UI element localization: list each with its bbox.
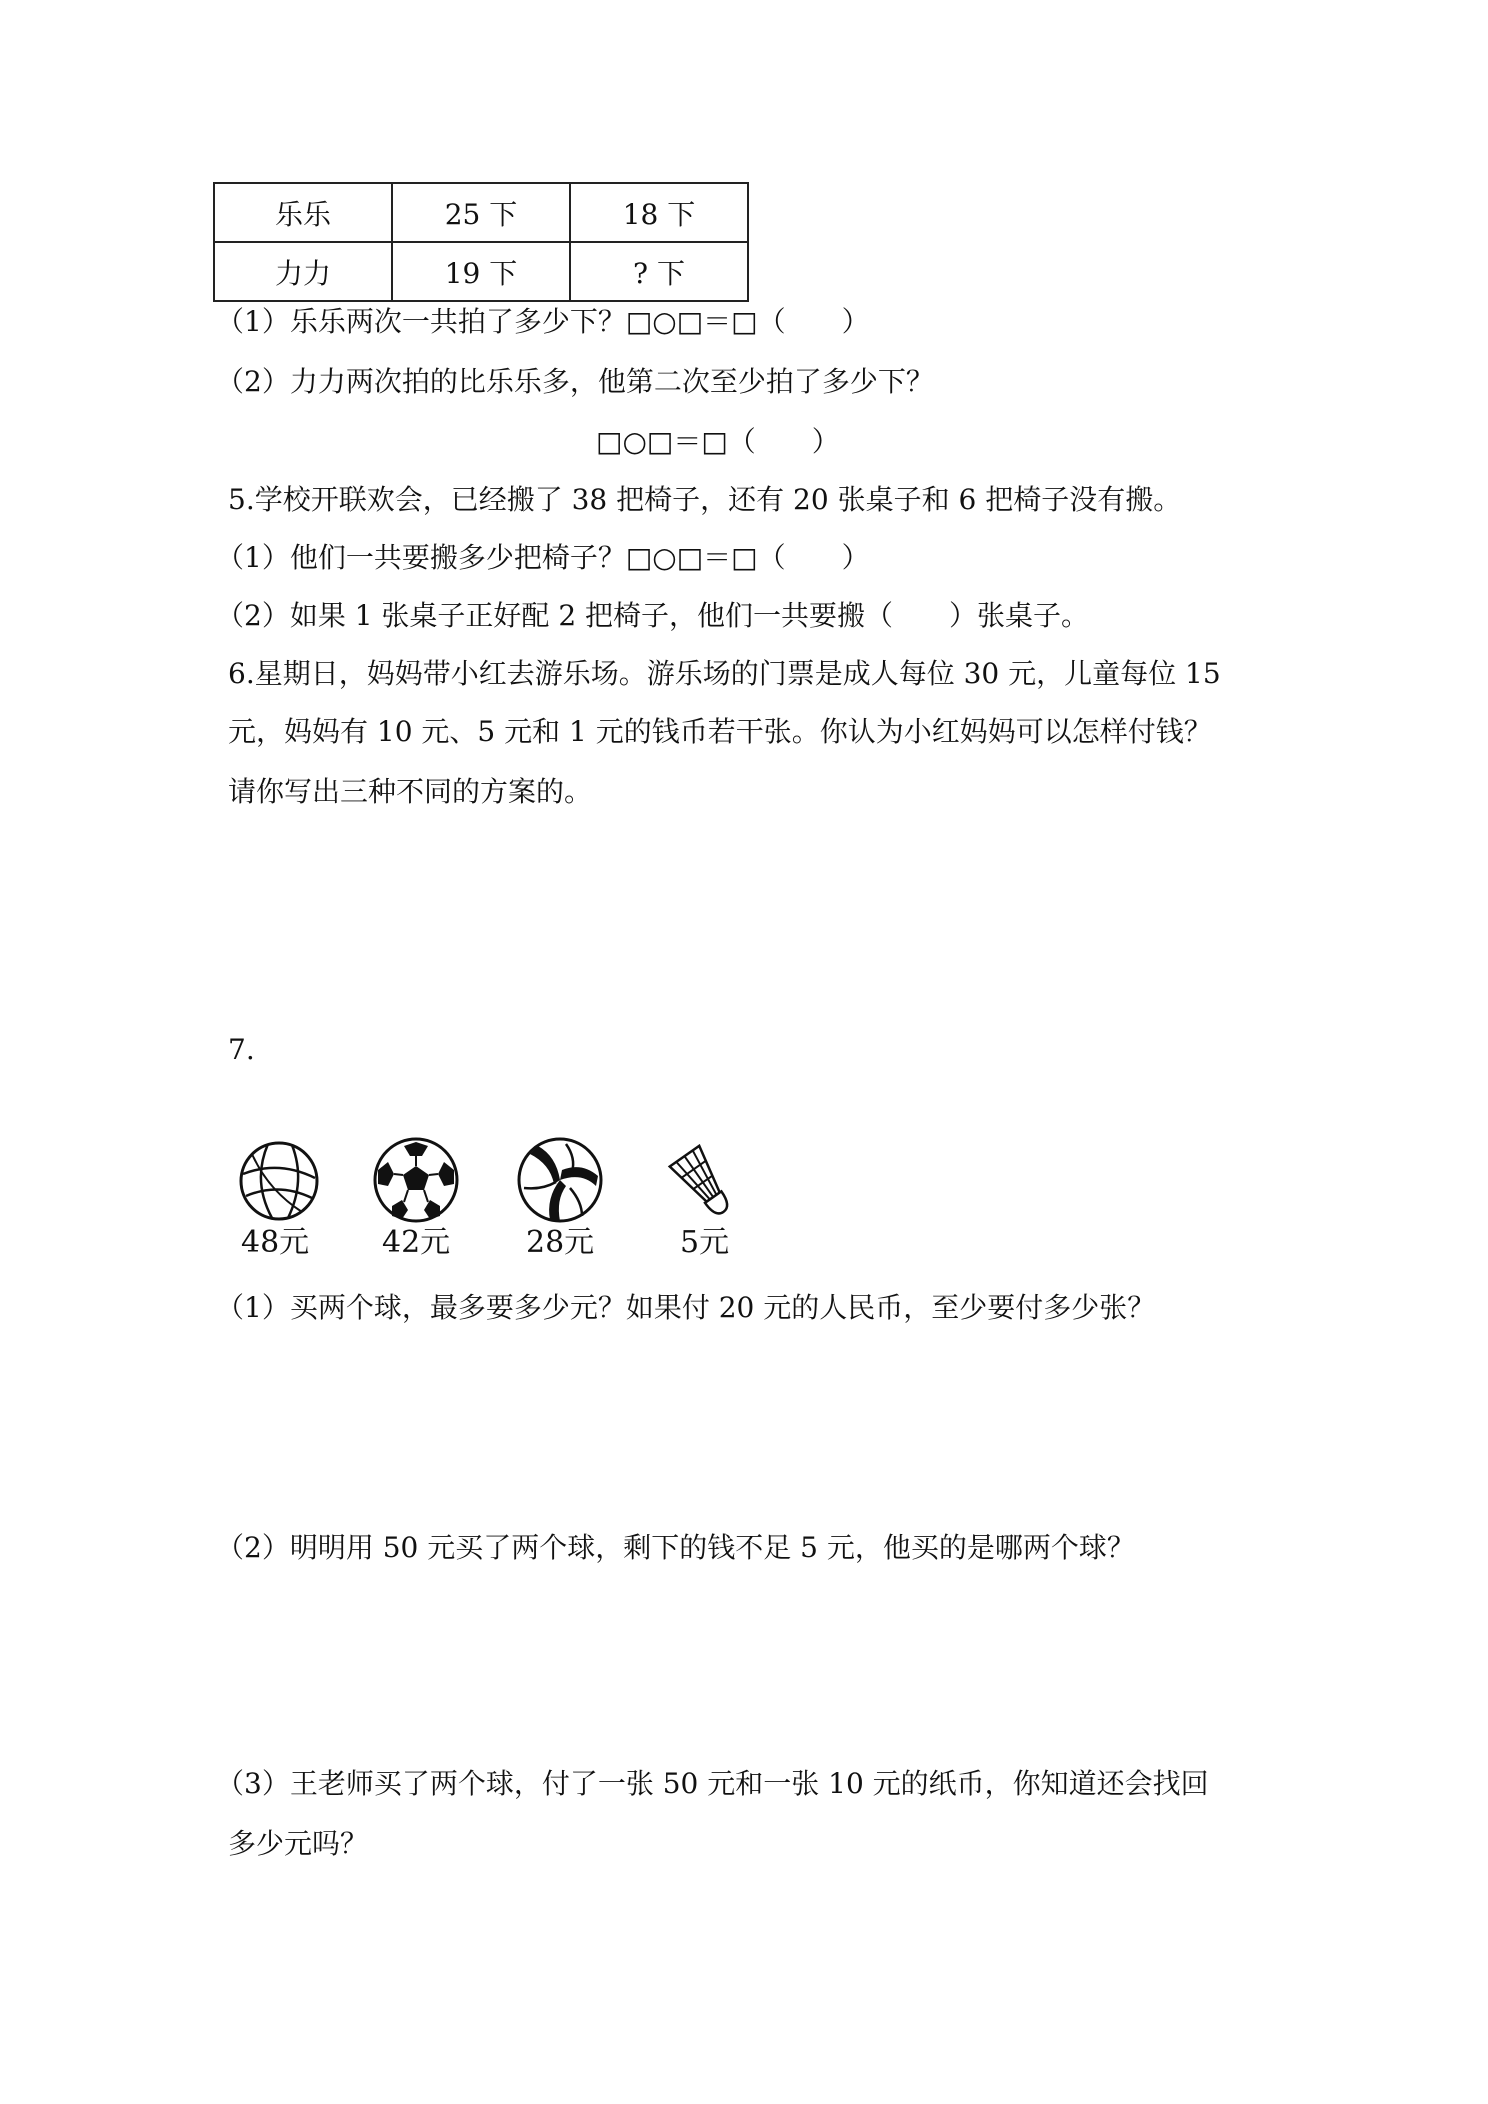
- basketball-icon: [238, 1140, 320, 1222]
- table-cell-name: 力力: [214, 242, 392, 301]
- soccer-ball-price: 42元: [382, 1225, 451, 1260]
- table-cell-name: 乐乐: [214, 183, 392, 242]
- q5-sub1: （1）他们一共要搬多少把椅子？□○□＝□（ ）: [216, 541, 870, 574]
- table-row: [214, 242, 748, 301]
- table-cell-first: 19 下: [392, 242, 570, 301]
- q7-sub1: （1）买两个球，最多要多少元？如果付 20 元的人民币，至少要付多少张？: [216, 1291, 1156, 1324]
- table-cell-first: 25 下: [392, 183, 570, 242]
- table-row: [214, 183, 748, 242]
- q7-sub2: （2）明明用 50 元买了两个球，剩下的钱不足 5 元，他买的是哪两个球？: [216, 1531, 1135, 1564]
- shuttlecock-price: 5元: [680, 1225, 730, 1260]
- table-cell-second: 18 下: [570, 183, 748, 242]
- q7-sub3-line2: 多少元吗？: [228, 1827, 369, 1860]
- volleyball-icon: [516, 1136, 604, 1224]
- q6-line1: 6.星期日，妈妈带小红去游乐场。游乐场的门票是成人每位 30 元，儿童每位 15: [228, 657, 1221, 690]
- q4-sub2: （2）力力两次拍的比乐乐多，他第二次至少拍了多少下？: [216, 365, 934, 398]
- q4-sub1: （1）乐乐两次一共拍了多少下？□○□＝□（ ）: [216, 305, 870, 338]
- q7-sub3-line1: （3）王老师买了两个球，付了一张 50 元和一张 10 元的纸币，你知道还会找回: [216, 1767, 1209, 1800]
- q5-sub2: （2）如果 1 张桌子正好配 2 把椅子，他们一共要搬（ ）张桌子。: [216, 599, 1090, 632]
- score-table: [213, 182, 749, 302]
- q4-sub2-formula: □○□＝□（ ）: [596, 425, 840, 458]
- q6-line2: 元，妈妈有 10 元、5 元和 1 元的钱币若干张。你认为小红妈妈可以怎样付钱？: [228, 715, 1212, 748]
- q7-number: 7.: [228, 1033, 255, 1066]
- q5-stem: 5.学校开联欢会，已经搬了 38 把椅子，还有 20 张桌子和 6 把椅子没有搬。: [228, 483, 1182, 516]
- soccer-ball-icon: [372, 1136, 460, 1224]
- shuttlecock-icon: [664, 1144, 744, 1224]
- q6-line3: 请你写出三种不同的方案的。: [228, 775, 593, 808]
- volleyball-price: 28元: [526, 1225, 595, 1260]
- basketball-price: 48元: [241, 1225, 310, 1260]
- table-cell-second: ? 下: [570, 242, 748, 301]
